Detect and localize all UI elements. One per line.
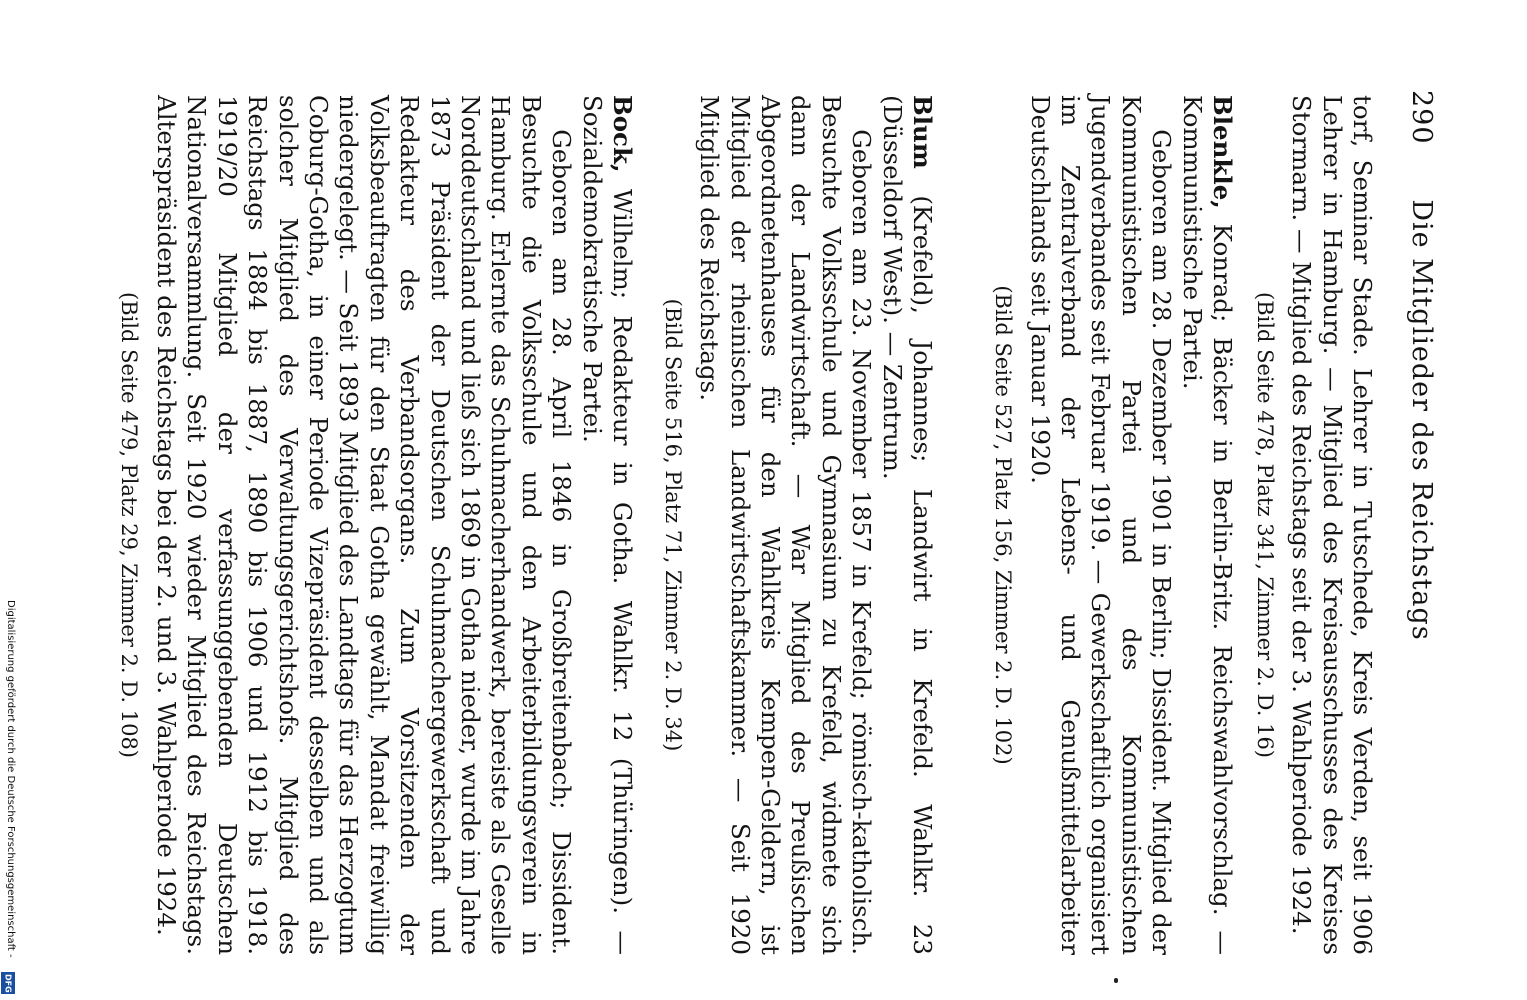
digitization-credit: Digitalisierung gefördert durch die Deutsche Forschungsgemeinschaft -	[5, 600, 16, 958]
ink-speck	[1114, 978, 1118, 983]
running-title: Die Mitglieder des Reichstags	[1406, 199, 1437, 641]
page-header	[1397, 90, 1437, 750]
member-name: Bock,	[608, 95, 637, 173]
member-name: Blenkle,	[1208, 95, 1237, 209]
member-intro: Konrad; Bäcker in Berlin-Britz. Reichswahlvorschlag. — Kommunistische Partei.	[1177, 95, 1237, 955]
entry-heading	[876, 95, 937, 955]
entry-continuation	[1249, 95, 1377, 955]
dfg-logo: DFG	[1, 972, 15, 994]
entry-paragraph: Geboren am 28. Dezember 1901 in Berlin; Dissident. Mitglied der Kommunistischen Partei und des Kommunistischen Jugendverbandes seit Februar 1919. — Gewerkschaftlich organisiert im Zentralverband der Lebens- und Genußmittelarbeiter Deutschlands seit Januar 1920.	[1025, 95, 1177, 955]
entry-heading	[576, 95, 637, 955]
member-intro: (Krefeld), Johannes; Landwirt in Krefeld. Wahlkr. 23 (Düsseldorf West). — Zentrum.	[877, 95, 937, 955]
member-intro: Wilhelm; Redakteur in Gotha. Wahlkr. 12 (Thüringen). — Sozialdemokratische Partei.	[577, 95, 637, 955]
page-number: 290	[1406, 90, 1437, 145]
entry-reference: (Bild Seite 479, Platz 29, Zimmer 2. D. 108)	[117, 292, 142, 758]
entry-reference: (Bild Seite 478, Platz 341, Zimmer 2. D. 16)	[1252, 292, 1277, 758]
entry-blenkle	[988, 95, 1237, 955]
entry-paragraph: Geboren am 23. November 1857 in Krefeld; römisch-katholisch. Besuchte Volksschule und Gymnasium zu Krefeld, widmete sich dann der Landwirtschaft. — War Mitglied des Preußischen Abgeordnetenhauses für den Wahlkreis Kempen-Geldern, ist Mitglied der rheinischen Landwirtschaftskammer. — Seit 1920 Mitglied des Reichstags.	[695, 95, 877, 955]
member-name: Blum	[908, 95, 937, 169]
entry-paragraph: Geboren am 28. April 1846 in Großbreitenbach; Dissident. Besuchte die Volksschule und den Arbeiterbildungsverein in Hamburg. Erlernte das Schuhmacherhandwerk, bereiste als Geselle Norddeutschland und ließ sich 1869 in Gotha nieder, wurde im Jahre 1873 Präsident der Deutschen Schuhmachergewerkschaft und Redakteur des Verbandsorgans. Zum Vorsitzenden der Volksbeauftragten für den Staat Gotha gewählt, Mandat freiwillig niedergelegt. — Seit 1893 Mitglied des Landtags für das Herzogtum Coburg-Gotha, in einer Periode Vizepräsident desselben und als solcher Mitglied des Verwaltungsgerichtshofs. Mitglied des Reichstags 1884 bis 1887, 1890 bis 1906 und 1912 bis 1918. 1919/20 Mitglied der verfassunggebenden Deutschen Nationalversammlung. Seit 1920 wieder Mitglied des Reichstags. Alterspräsident des Reichstags bei der 2. und 3. Wahlperiode 1924.	[151, 95, 577, 955]
entry-reference: (Bild Seite 516, Platz 71, Zimmer 2. D. 34)	[660, 298, 685, 752]
entry-reference: (Bild Seite 527, Platz 156, Zimmer 2. D. 102)	[991, 285, 1016, 765]
entry-blum	[657, 95, 937, 955]
entry-bock	[114, 95, 637, 955]
entry-paragraph: torf, Seminar Stade. Lehrer in Tutschede, Kreis Verden, seit 1906 Lehrer in Hamburg. — Mitglied des Kreisausschusses des Kreises Stormarn. — Mitglied des Reichstags seit der 3. Wahlperiode 1924.	[1287, 95, 1377, 955]
entry-heading	[1176, 95, 1237, 955]
